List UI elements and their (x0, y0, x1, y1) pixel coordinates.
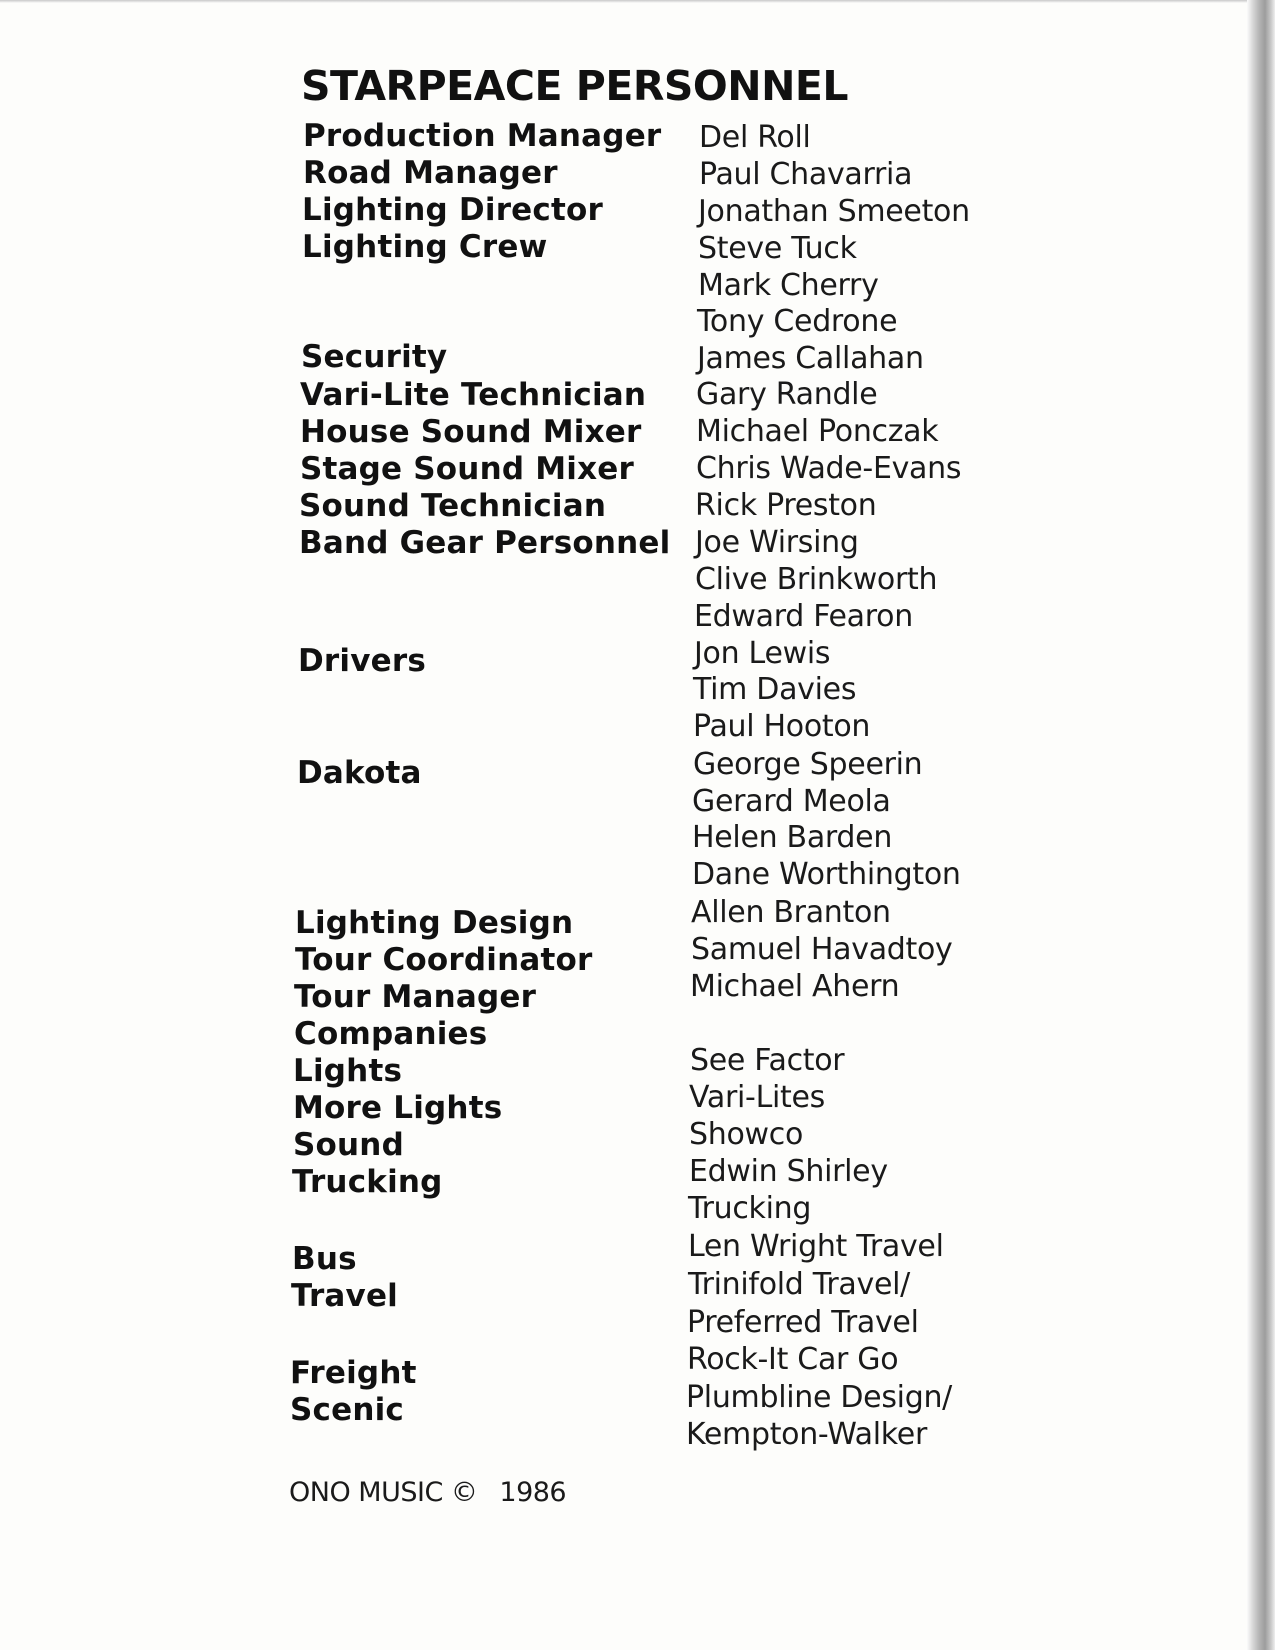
credit-role: Companies (294, 1016, 488, 1052)
credit-name: Edward Fearon (694, 599, 913, 634)
credit-name: Preferred Travel (687, 1305, 919, 1340)
credit-name: Gary Randle (696, 377, 878, 412)
copyright-footer (289, 1477, 566, 1508)
credit-name: Tony Cedrone (697, 304, 898, 339)
credit-role: Stage Sound Mixer (300, 451, 635, 487)
credit-role: Scenic (290, 1392, 404, 1428)
credit-name: Dane Worthington (692, 857, 961, 892)
credit-name: Trucking (688, 1191, 812, 1226)
credit-name: Edwin Shirley (689, 1154, 888, 1189)
credit-role: Production Manager (303, 118, 662, 154)
credit-name: James Callahan (697, 341, 924, 376)
credit-name: George Speerin (693, 747, 923, 782)
credit-name: Mark Cherry (698, 268, 879, 303)
credit-name: Tim Davies (693, 672, 857, 707)
credit-role: Lights (293, 1053, 403, 1089)
credit-role: Lighting Crew (302, 229, 548, 265)
credit-name: Rock-It Car Go (687, 1342, 899, 1377)
credit-name: Gerard Meola (692, 784, 891, 819)
credit-name: Steve Tuck (698, 231, 857, 266)
credit-role: Vari-Lite Technician (300, 377, 647, 413)
credit-role: Sound Technician (299, 488, 607, 524)
credit-name: Del Roll (699, 120, 811, 155)
credit-name: Len Wright Travel (688, 1229, 944, 1264)
credit-role: Lighting Director (302, 192, 603, 228)
credit-role: House Sound Mixer (300, 414, 642, 450)
credit-name: Jonathan Smeeton (698, 194, 970, 229)
credit-name: Showco (689, 1117, 803, 1152)
credit-role: Road Manager (303, 155, 558, 191)
credit-name: Chris Wade-Evans (696, 451, 962, 486)
credit-name: Michael Ponczak (696, 414, 939, 449)
credit-role: Band Gear Personnel (299, 525, 671, 561)
credit-role: Dakota (297, 755, 422, 791)
credit-name: Michael Ahern (690, 969, 900, 1004)
credit-role: Tour Coordinator (295, 942, 593, 978)
credit-name: Paul Chavarria (699, 157, 913, 192)
credit-name: Jon Lewis (694, 636, 831, 671)
credit-name: See Factor (690, 1043, 845, 1078)
credit-name: Helen Barden (692, 820, 893, 855)
credit-name: Clive Brinkworth (695, 562, 938, 597)
credit-name: Samuel Havadtoy (691, 932, 953, 967)
credit-name: Vari-Lites (689, 1080, 825, 1115)
credit-role: Trucking (292, 1164, 443, 1200)
credit-role: Bus (292, 1241, 357, 1277)
credit-name: Plumbline Design/ (686, 1380, 952, 1415)
credit-name: Paul Hooton (693, 709, 871, 744)
credit-role: Lighting Design (295, 905, 574, 941)
credit-name: Allen Branton (691, 895, 891, 930)
credit-name: Joe Wirsing (695, 525, 859, 560)
page-title: STARPEACE PERSONNEL (301, 62, 849, 110)
credit-role: Drivers (298, 643, 427, 679)
credit-role: More Lights (293, 1090, 503, 1126)
credit-role: Tour Manager (294, 979, 537, 1015)
copyright-publisher: ONO MUSIC © (289, 1477, 478, 1508)
credit-role: Freight (290, 1355, 417, 1391)
credit-role: Travel (291, 1278, 399, 1314)
credit-name: Kempton-Walker (686, 1417, 928, 1452)
copyright-year: 1986 (499, 1477, 567, 1508)
credit-role: Security (301, 339, 448, 375)
credit-name: Rick Preston (695, 488, 877, 523)
credit-role: Sound (293, 1127, 404, 1163)
credit-name: Trinifold Travel/ (688, 1267, 910, 1302)
